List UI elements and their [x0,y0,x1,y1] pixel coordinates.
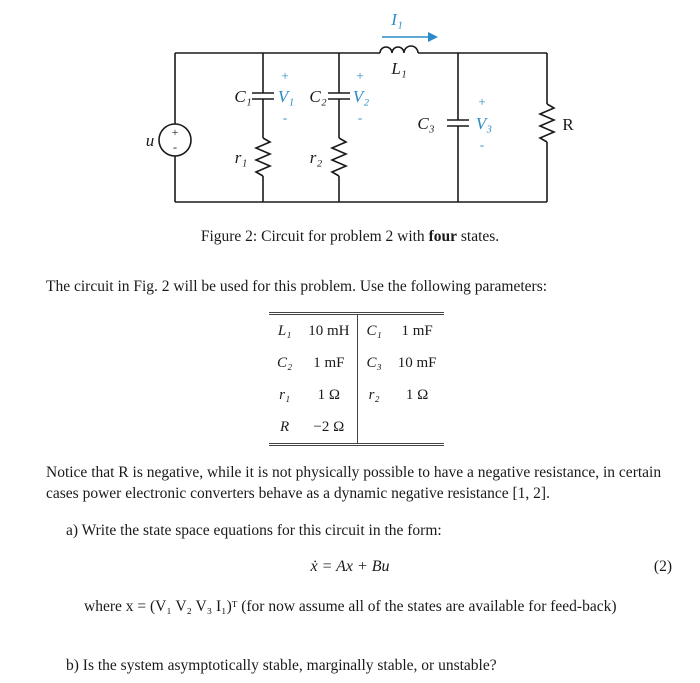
table-cell: R [280,418,290,435]
table-row [269,411,444,445]
v3-plus: + [478,94,486,109]
caption-prefix: Figure 2: Circuit for problem 2 with [200,228,429,245]
table-cell [358,411,390,445]
table-cell: 1 mF [300,347,358,379]
table-cell: C₁ [366,322,382,339]
inductor-label: L₁ [391,59,407,78]
table-row [269,314,444,348]
state-space-equation: ẋ = Ax + Bu [310,558,390,575]
source-label: u [145,131,155,150]
table-cell: −2 Ω [300,411,358,445]
v1-plus: + [281,68,289,83]
v2-plus: + [356,68,364,83]
table-row [269,347,444,379]
circuit-diagram [0,0,700,225]
v2-label: V₂ [352,87,370,106]
v2-minus: - [357,110,363,125]
current-label: I₁ [391,10,403,29]
table-cell: C₂ [277,354,293,371]
caption-bold: four [428,228,457,245]
figure-caption [0,228,700,246]
table-row [269,379,444,411]
table-cell: 10 mH [300,314,358,348]
table-cell [390,411,445,445]
source-plus: + [171,125,179,139]
table-cell: 1 Ω [405,386,429,403]
c3-label: C₃ [417,114,435,133]
table-cell: r₁ [279,386,291,403]
inductor-coil [380,46,418,53]
table-cell: C₃ [366,354,382,371]
c1-label: C₁ [234,87,252,106]
table-cell: 1 Ω [300,379,358,411]
question-b: b) Is the system asymptotically stable, marginally stable, or unstable? [66,657,497,674]
v3-minus: - [479,137,485,152]
caption-suffix: states. [456,228,500,245]
r2-label: r₂ [309,148,323,167]
r-resistor [540,104,554,142]
where-paragraph: where x = (V₁ V₂ V₃ I₁)ᵀ (for now assume all of the states are available for feed-back) [84,598,617,615]
v3-label: V₃ [475,114,493,133]
r-label: R [562,115,574,134]
table-cell: L₁ [277,322,292,339]
v1-minus: - [282,110,288,125]
r1-resistor [256,138,270,176]
table-cell: r₂ [368,386,380,403]
table-cell: 1 mF [401,322,433,339]
r1-label: r₁ [234,148,248,167]
question-a: a) Write the state space equations for this circuit in the form: [66,522,442,539]
parameters-table [269,312,444,446]
c2-label: C₂ [309,87,327,106]
intro-paragraph: The circuit in Fig. 2 will be used for this problem. Use the following parameters: [46,278,548,295]
table-cell: 10 mF [397,354,437,371]
current-arrow-head [428,32,438,42]
source-minus: - [173,140,177,154]
v1-label: V₁ [277,87,295,106]
r2-resistor [332,138,346,176]
equation-number: (2) [653,558,672,575]
notice-paragraph: Notice that R is negative, while it is not physically possible to have a negative resistance, in certain cases power electronic converters behave as a dynamic negative resistance [1, 2]. [46,464,662,502]
